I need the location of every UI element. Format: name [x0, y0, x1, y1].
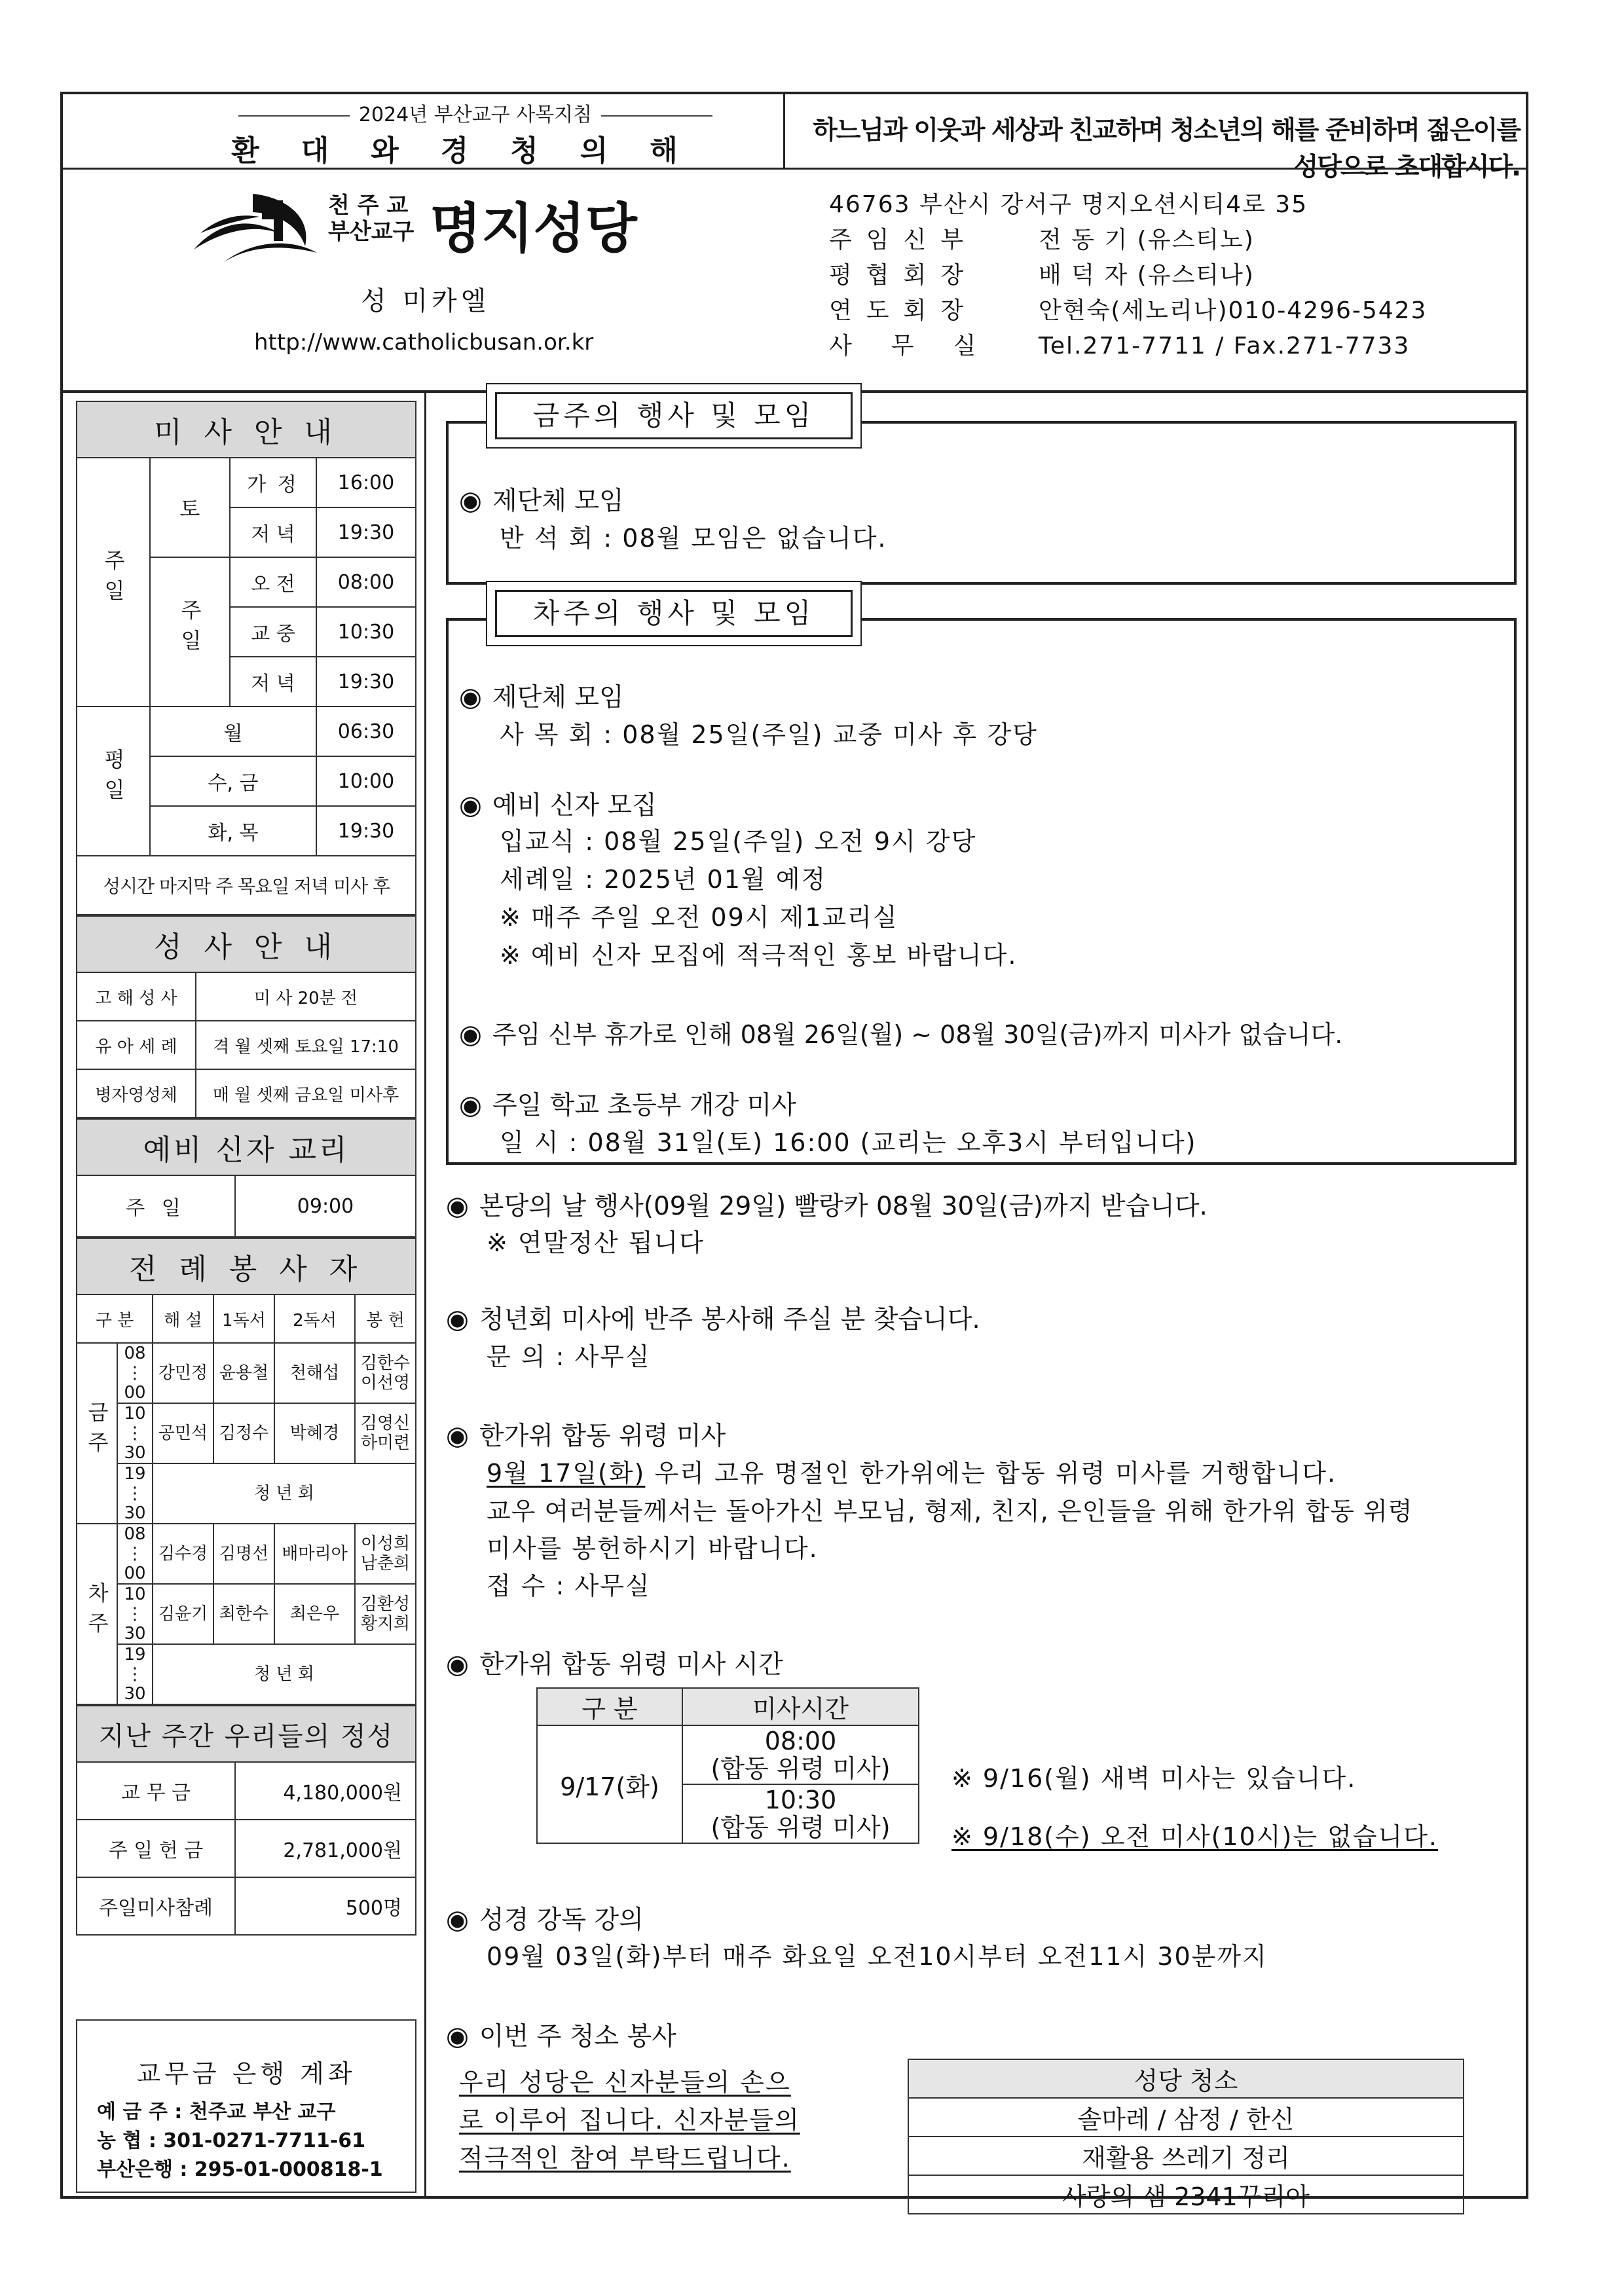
- liturgy-header: 해 설: [153, 1294, 213, 1343]
- liturgy-reader1: 김정수: [213, 1403, 274, 1463]
- weekday-time: 19:30: [316, 806, 416, 856]
- liturgy-offering: 이성희 남춘희: [355, 1524, 416, 1584]
- sacrament-value: 격 월 셋째 토요일 17:10: [196, 1021, 416, 1069]
- sun-label: 주일: [177, 599, 202, 659]
- clean-heading: ◉ 이번 주 청소 봉사: [446, 2021, 676, 2051]
- liturgy-commentator: 공민석: [153, 1403, 213, 1463]
- memorial-line1: 9월 17일(화) 우리 고유 명절인 한가위에는 합동 위령 미사를 거행합니다.: [487, 1459, 1337, 1488]
- bullet-icon: ◉: [459, 486, 482, 516]
- liturgy-title: 전 례 봉 사 자: [77, 1238, 416, 1294]
- header-divider: [783, 94, 785, 168]
- vacation-notice: ◉ 주임 신부 휴가로 인해 08월 26일(월) ~ 08월 30일(금)까지 미사가 없습니다.: [459, 1019, 1343, 1050]
- memorial-heading: ◉ 한가위 합동 위령 미사: [446, 1421, 726, 1451]
- time-table-header: 미사시간: [682, 1688, 919, 1725]
- youth-sub: 문 의 : 사무실: [487, 1342, 651, 1371]
- time-table-header: 구 분: [537, 1688, 682, 1725]
- mass-name: 저 녁: [230, 657, 316, 707]
- catechumen-title: 예비 신자 교리: [77, 1119, 416, 1175]
- school-line: 일 시 : 08월 31일(토) 16:00 (교리는 오후3시 부터입니다): [500, 1128, 1197, 1157]
- mass-name: 가 정: [230, 458, 316, 507]
- liturgy-reader1: 김명선: [213, 1524, 274, 1584]
- account-line: 농 협 : 301-0271-7711-61: [97, 2129, 366, 2152]
- year-title: 환대와경청의해: [231, 134, 720, 168]
- patron-saint: 성 미카엘: [361, 286, 490, 316]
- clean-text: 우리 성당은 신자분들의 손으 로 이루어 집니다. 신자분들의 적극적인 참여 부탁드립니다.: [459, 2068, 800, 2173]
- weekday-label: 평일: [101, 748, 126, 809]
- recruit-line: ※ 예비 신자 모집에 적극적인 홍보 바랍니다.: [500, 941, 1018, 970]
- sidebar: [76, 401, 416, 1936]
- mass-schedule-table: [76, 401, 416, 915]
- weekday-name: 화, 목: [150, 806, 316, 856]
- youth-group: 청 년 회: [153, 1644, 416, 1704]
- church-name: 명지성당: [430, 198, 637, 260]
- liturgy-header: 2독서: [274, 1294, 355, 1343]
- church-logo-icon: [187, 187, 322, 266]
- recruit-line: 세례일 : 2025년 01월 예정: [500, 865, 827, 894]
- info-row: 연도회장 안현숙(세노리나)010-4296-5423: [829, 297, 1428, 324]
- next-week-label: 차주: [84, 1581, 109, 1642]
- feast-sub: ※ 연말정산 됩니다: [487, 1228, 705, 1257]
- memorial-time-cell: 08:00 (합동 위령 미사): [682, 1725, 919, 1784]
- memorial-time-table: [536, 1687, 919, 1844]
- account-line: 예 금 주 : 천주교 부산 교구: [97, 2101, 336, 2123]
- bible-heading: ◉ 성경 강독 강의: [446, 1905, 644, 1935]
- next-group-line: 사 목 회 : 08월 25일(주일) 교중 미사 후 강당: [500, 720, 1038, 749]
- liturgy-commentator: 김수경: [153, 1524, 213, 1584]
- this-week-title: 금주의 행사 및 모임: [495, 392, 853, 439]
- offering-table: [76, 1705, 416, 1936]
- mass-time: 08:00: [316, 557, 416, 607]
- header-row: [63, 94, 1526, 182]
- mass-name: 저 녁: [230, 507, 316, 557]
- this-week-heading: ◉ 제단체 모임: [459, 486, 624, 516]
- catechumen-day: 주 일: [77, 1175, 235, 1237]
- clean-cell: 솔마레 / 삼정 / 한신: [908, 2098, 1464, 2137]
- feast-notice: ◉ 본당의 날 행사(09월 29일) 빨랑카 08월 30일(금)까지 받습니다.: [446, 1191, 1208, 1221]
- recruit-line: 입교식 : 08월 25일(주일) 오전 9시 강당: [500, 827, 977, 856]
- sacrament-name: 유 아 세 례: [77, 1021, 196, 1069]
- next-group-heading: ◉ 제단체 모임: [459, 682, 624, 712]
- offering-title: 지난 주간 우리들의 정성: [77, 1706, 416, 1762]
- memorial-date-cell: 9/17(화): [537, 1725, 682, 1843]
- mass-time: 10:30: [316, 607, 416, 657]
- diocese-name: [328, 193, 414, 245]
- youth-group: 청 년 회: [153, 1463, 416, 1524]
- sacrament-table: [76, 915, 416, 1118]
- sacrament-value: 미 사 20분 전: [196, 972, 416, 1021]
- column-divider: [424, 390, 426, 2199]
- bullet-icon: ◉: [446, 1905, 469, 1935]
- bible-line: 09월 03일(화)부터 매주 화요일 오전10시부터 오전11시 30분까지: [487, 1942, 1268, 1971]
- weekday-name: 월: [150, 707, 316, 756]
- offering-value: 500명: [235, 1877, 416, 1935]
- memorial-time-heading: ◉ 한가위 합동 위령 미사 시간: [446, 1649, 783, 1680]
- diocese-line2: 부산교구: [328, 219, 415, 245]
- liturgy-reader2: 천해섭: [274, 1343, 355, 1403]
- liturgy-header: 봉 헌: [355, 1294, 416, 1343]
- offering-value: 4,180,000원: [235, 1762, 416, 1820]
- info-row: 사무실 Tel.271-7711 / Fax.271-7733: [829, 333, 1411, 359]
- church-url[interactable]: http://www.catholicbusan.or.kr: [254, 329, 594, 356]
- holy-hour-note: 성시간 마지막 주 목요일 저녁 미사 후: [77, 856, 416, 915]
- liturgy-time: 08 ⋮ 00: [117, 1343, 153, 1403]
- offering-name: 주일미사참례: [77, 1877, 235, 1935]
- liturgy-time: 08 ⋮ 00: [117, 1524, 153, 1584]
- info-row: 평협회장 배 덕 자 (유스티나): [829, 262, 1255, 289]
- memorial-note1: ※ 9/16(월) 새벽 미사는 있습니다.: [951, 1764, 1357, 1793]
- sunday-label: 주일: [101, 549, 126, 610]
- bullet-icon: ◉: [446, 1191, 469, 1221]
- liturgy-header: 1독서: [213, 1294, 274, 1343]
- clean-table: [908, 2059, 1464, 2214]
- bullet-icon: ◉: [446, 1649, 469, 1680]
- clean-cell: 재활용 쓰레기 정리: [908, 2137, 1464, 2175]
- memorial-line2: 교우 여러분들께서는 돌아가신 부모님, 형제, 친지, 은인들을 위해 한가위 합동 위령: [487, 1497, 1413, 1526]
- bullet-icon: ◉: [459, 790, 482, 820]
- account-line: 부산은행 : 295-01-000818-1: [97, 2158, 383, 2181]
- account-lines: [97, 2098, 383, 2184]
- bullet-icon: ◉: [446, 2021, 469, 2051]
- liturgy-reader2: 박혜경: [274, 1403, 355, 1463]
- liturgy-reader2: 최은우: [274, 1584, 355, 1644]
- mass-time: 16:00: [316, 458, 416, 507]
- catechumen-time: 09:00: [235, 1175, 416, 1237]
- this-week-line: 반 석 회 : 08월 모임은 없습니다.: [500, 524, 887, 553]
- liturgy-reader1: 최한수: [213, 1584, 274, 1644]
- bullet-icon: ◉: [459, 1090, 482, 1120]
- mass-title: 미 사 안 내: [77, 401, 416, 458]
- account-title: 교무금 은행 계좌: [136, 2059, 356, 2088]
- offering-value: 2,781,000원: [235, 1820, 416, 1877]
- sacrament-title: 성 사 안 내: [77, 916, 416, 972]
- memorial-time-cell: 10:30 (합동 위령 미사): [682, 1784, 919, 1843]
- this-week-label: 금주: [84, 1401, 109, 1461]
- mass-name: 교 중: [230, 607, 316, 657]
- mass-name: 오 전: [230, 557, 316, 607]
- policy-line: 2024년 부산교구 사목지침: [187, 98, 764, 127]
- motto: 하느님과 이웃과 세상과 친교하며 청소년의 해를 준비하며 젊은이를 성당으로 초대합시다.: [813, 116, 1520, 182]
- bulletin-frame: [60, 92, 1528, 2211]
- mass-time: 19:30: [316, 657, 416, 707]
- bank-account-box: [76, 2019, 416, 2193]
- info-row: 주임신부 전 동 기 (유스티노): [829, 227, 1255, 253]
- liturgy-time: 10 ⋮ 30: [117, 1403, 153, 1463]
- memorial-line3: 미사를 봉헌하시기 바랍니다.: [487, 1534, 819, 1563]
- catechumen-table: [76, 1118, 416, 1238]
- memorial-line4: 접 수 : 사무실: [487, 1571, 651, 1600]
- recruit-line: ※ 매주 주일 오전 09시 제1교리실: [500, 903, 898, 932]
- bullet-icon: ◉: [446, 1304, 469, 1334]
- memorial-note2: ※ 9/18(수) 오전 미사(10시)는 없습니다.: [951, 1822, 1439, 1851]
- liturgy-commentator: 김윤기: [153, 1584, 213, 1644]
- offering-name: 교 무 금: [77, 1762, 235, 1820]
- liturgy-time: 19 ⋮ 30: [117, 1644, 153, 1704]
- weekday-name: 수, 금: [150, 756, 316, 806]
- church-block: [63, 168, 1526, 393]
- liturgy-table: [76, 1238, 416, 1705]
- liturgy-offering: 김환성 황지희: [355, 1584, 416, 1644]
- church-info: [829, 187, 1427, 364]
- liturgy-reader2: 배마리아: [274, 1524, 355, 1584]
- sat-label: 토: [150, 458, 230, 557]
- sacrament-name: 병자영성체: [77, 1069, 196, 1118]
- weekday-time: 10:00: [316, 756, 416, 806]
- liturgy-reader1: 윤용철: [213, 1343, 274, 1403]
- liturgy-time: 10 ⋮ 30: [117, 1584, 153, 1644]
- youth-notice: ◉ 청년회 미사에 반주 봉사해 주실 분 찾습니다.: [446, 1304, 980, 1334]
- school-heading: ◉ 주일 학교 초등부 개강 미사: [459, 1090, 796, 1120]
- recruit-heading: ◉ 예비 신자 모집: [459, 790, 657, 820]
- diocese-line1: 천 주 교: [328, 193, 409, 219]
- sacrament-value: 매 월 셋째 금요일 미사후: [196, 1069, 416, 1118]
- next-week-title: 차주의 행사 및 모임: [495, 590, 853, 637]
- weekday-time: 06:30: [316, 707, 416, 756]
- liturgy-offering: 김한수 이선영: [355, 1343, 416, 1403]
- offering-name: 주 일 헌 금: [77, 1820, 235, 1877]
- liturgy-commentator: 강민정: [153, 1343, 213, 1403]
- clean-cell: 사랑의 샘 2341꾸리아: [908, 2175, 1464, 2214]
- mass-time: 19:30: [316, 507, 416, 557]
- address: 46763 부산시 강서구 명지오션시티4로 35: [829, 191, 1308, 218]
- bullet-icon: ◉: [459, 682, 482, 712]
- sacrament-name: 고 해 성 사: [77, 972, 196, 1021]
- clean-header: 성당 청소: [908, 2059, 1464, 2098]
- liturgy-time: 19 ⋮ 30: [117, 1463, 153, 1524]
- liturgy-header: 구 분: [77, 1294, 153, 1343]
- liturgy-offering: 김영신 하미련: [355, 1403, 416, 1463]
- bullet-icon: ◉: [446, 1421, 469, 1451]
- bullet-icon: ◉: [459, 1019, 482, 1050]
